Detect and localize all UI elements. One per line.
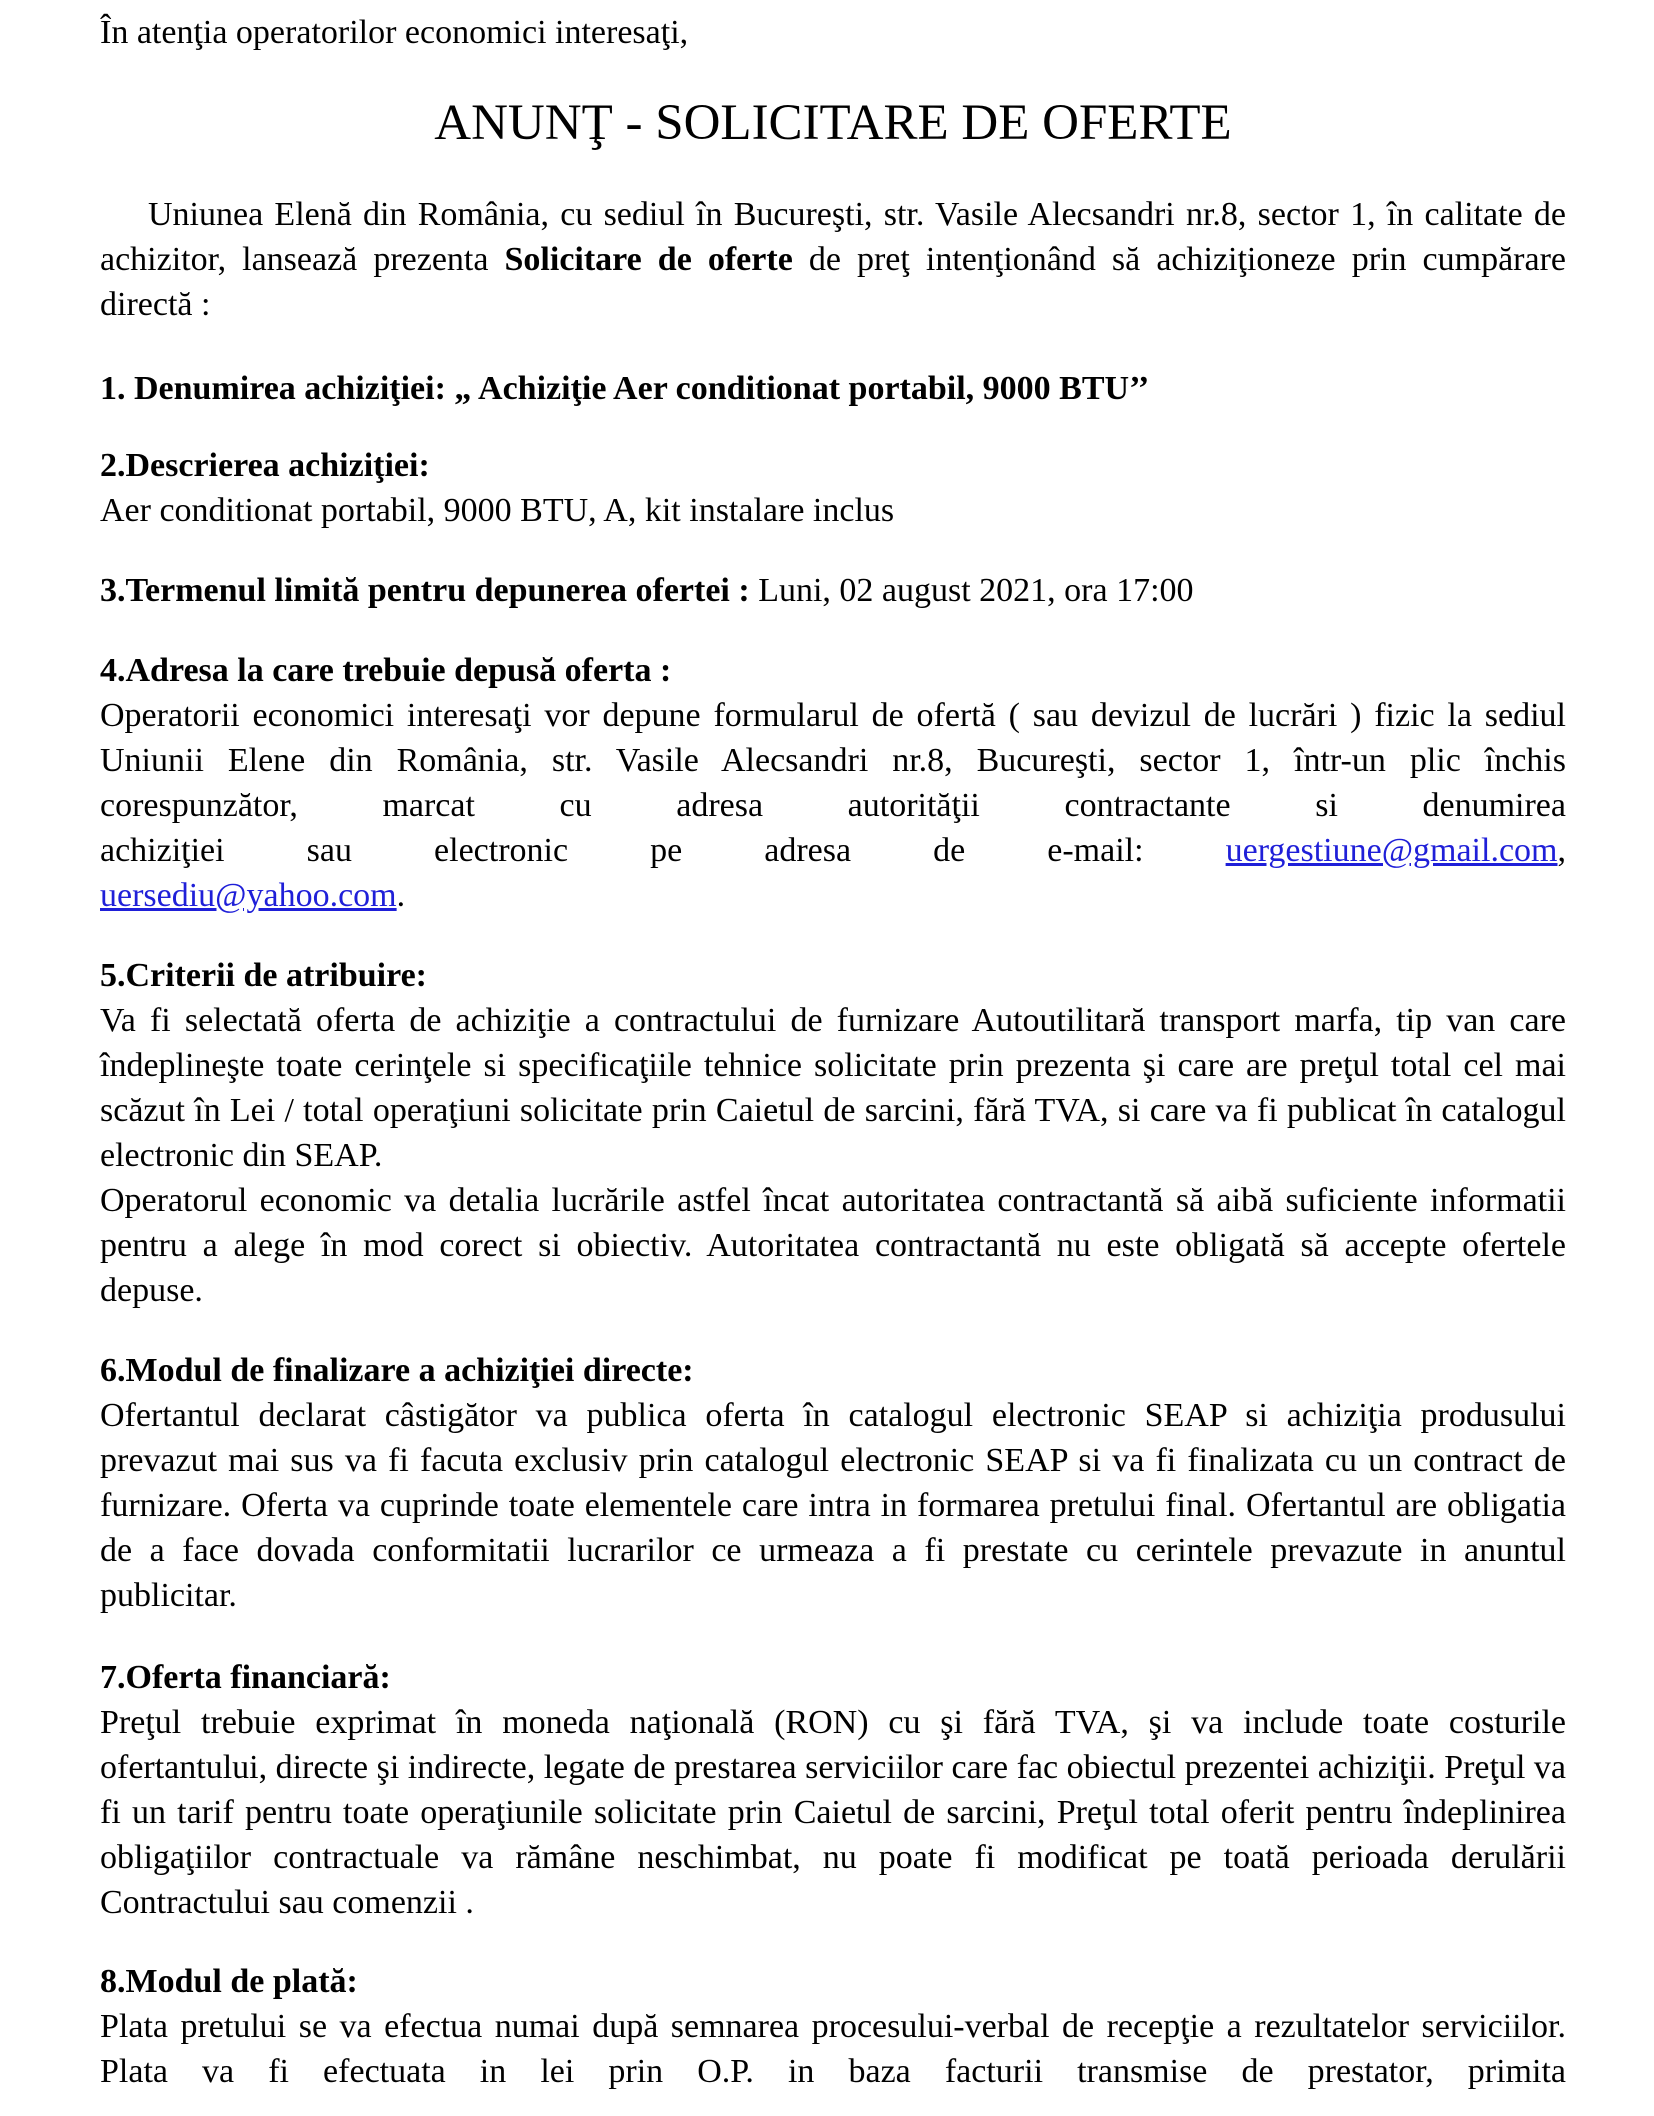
- section-5-heading: 5.Criterii de atribuire:: [100, 957, 428, 994]
- section-3-deadline: Luni, 02 august 2021, ora 17:00: [749, 572, 1194, 609]
- section-7-body: Preţul trebuie exprimat în moneda naţională (RON) cu şi fără TVA, şi va include toate costurile ofertantului, directe şi indirecte, legate de prestarea serviciilor care fac obiectul prezentei achiziţii. Preţul va fi un tarif pentru toate operaţiunile solicitate prin Caietul de sarcini, Preţul total oferit pentru îndeplinirea obligaţiilor contractuale va rămâne neschimbat, nu poate fi modificat pe toată perioada derulării Contractului sau comenzii .: [100, 1704, 1567, 1921]
- section-4-body: Operatorii economici interesaţi vor depune formularul de ofertă ( sau devizul de lucrări ) fizic la sediul Uniunii Elene din România, str. Vasile Alecsandri nr.8, Bucureşti, sector 1, într-un plic închis corespunzător, marcat cu adresa autorităţii contractante si denumirea: [100, 697, 1566, 824]
- section-4-heading: 4.Adresa la care trebuie depusă oferta :: [100, 652, 672, 689]
- section-7-heading: 7.Oferta financiară:: [100, 1659, 391, 1696]
- section-4-word: achiziţiei: [100, 832, 225, 869]
- section-4: [100, 648, 1566, 918]
- section-1-heading: 1. Denumirea achiziţiei: „ Achiziţie Aer conditionat portabil, 9000 BTU’’: [100, 370, 1150, 407]
- email-end-period: .: [396, 877, 406, 914]
- section-2-body: Aer conditionat portabil, 9000 BTU, A, kit instalare inclus: [100, 492, 895, 529]
- section-5-paragraph-2: Operatorul economic va detalia lucrările astfel încat autoritatea contractantă să aibă suficiente informatii pentru a alege în mod corect si obiectiv. Autoritatea contractantă nu este obligată să accepte ofertele depuse.: [100, 1182, 1566, 1309]
- section-5: [100, 953, 1566, 1313]
- section-4-word: e-mail:: [1047, 832, 1144, 869]
- section-2: [100, 443, 1566, 533]
- email-group-1: [1226, 828, 1566, 873]
- email-separator: ,: [1557, 832, 1566, 869]
- section-1: [100, 366, 1566, 411]
- section-2-heading: 2.Descrierea achiziţiei:: [100, 447, 430, 484]
- page-title: ANUNŢ - SOLICITARE DE OFERTE: [434, 95, 1232, 151]
- section-4-word: adresa: [764, 832, 852, 869]
- section-4-email-line: [100, 828, 1566, 873]
- section-3-heading: 3.Termenul limită pentru depunerea ofertei :: [100, 572, 750, 609]
- intro-text-after: de preţ intenţionând să achiziţioneze prin cumpărare directă :: [100, 241, 1566, 323]
- section-6-heading: 6.Modul de finalizare a achiziţiei directe:: [100, 1352, 694, 1389]
- section-8: [100, 1959, 1566, 2094]
- intro-text-before: Uniunea Elenă din România, cu sediul în Bucureşti, str. Vasile Alecsandri nr.8, sector 1, în calitate de achizitor, lansează prezenta: [100, 196, 1566, 278]
- section-8-body: Plata pretului se va efectua numai după semnarea procesului-verbal de recepţie a rezultatelor serviciilor. Plata va fi efectuata in lei prin O.P. in baza facturii transmise de prestator, primita: [100, 2008, 1566, 2090]
- intro-bold-text: Solicitare de oferte: [504, 241, 793, 278]
- section-7: [100, 1655, 1566, 1925]
- section-8-heading: 8.Modul de plată:: [100, 1963, 358, 2000]
- section-4-email-line-2: [100, 873, 1566, 918]
- section-4-word: sau: [306, 832, 352, 869]
- intro-paragraph: [100, 192, 1566, 327]
- greeting-line: În atenţia operatorilor economici interesaţi,: [100, 14, 689, 51]
- section-4-word: pe: [650, 832, 683, 869]
- section-4-word: de: [933, 832, 966, 869]
- email-link-gestiune[interactable]: uergestiune@gmail.com: [1225, 832, 1558, 869]
- email-link-sediu[interactable]: uersediu@yahoo.com: [100, 877, 397, 914]
- section-6: [100, 1348, 1566, 1618]
- section-5-paragraph-1: Va fi selectată oferta de achiziţie a contractului de furnizare Autoutilitară transport marfa, tip van care îndeplineşte toate cerinţele si specificaţiile tehnice solicitate prin prezenta şi care are preţul total cel mai scăzut în Lei / total operaţiuni solicitate prin Caietul de sarcini, fără TVA, si care va fi publicat în catalogul electronic din SEAP.: [100, 1002, 1566, 1174]
- section-4-word: electronic: [434, 832, 569, 869]
- section-3: [100, 568, 1566, 613]
- section-6-body: Ofertantul declarat câstigător va publica oferta în catalogul electronic SEAP si achiziţia produsului prevazut mai sus va fi facuta exclusiv prin catalogul electronic SEAP si va fi finalizata cu un contract de furnizare. Oferta va cuprinde toate elementele care intra in formarea pretului final. Ofertantul are obligatia de a face dovada conformitatii lucrarilor ce urmeaza a fi prestate cu cerintele prevazute in anuntul publicitar.: [100, 1397, 1566, 1614]
